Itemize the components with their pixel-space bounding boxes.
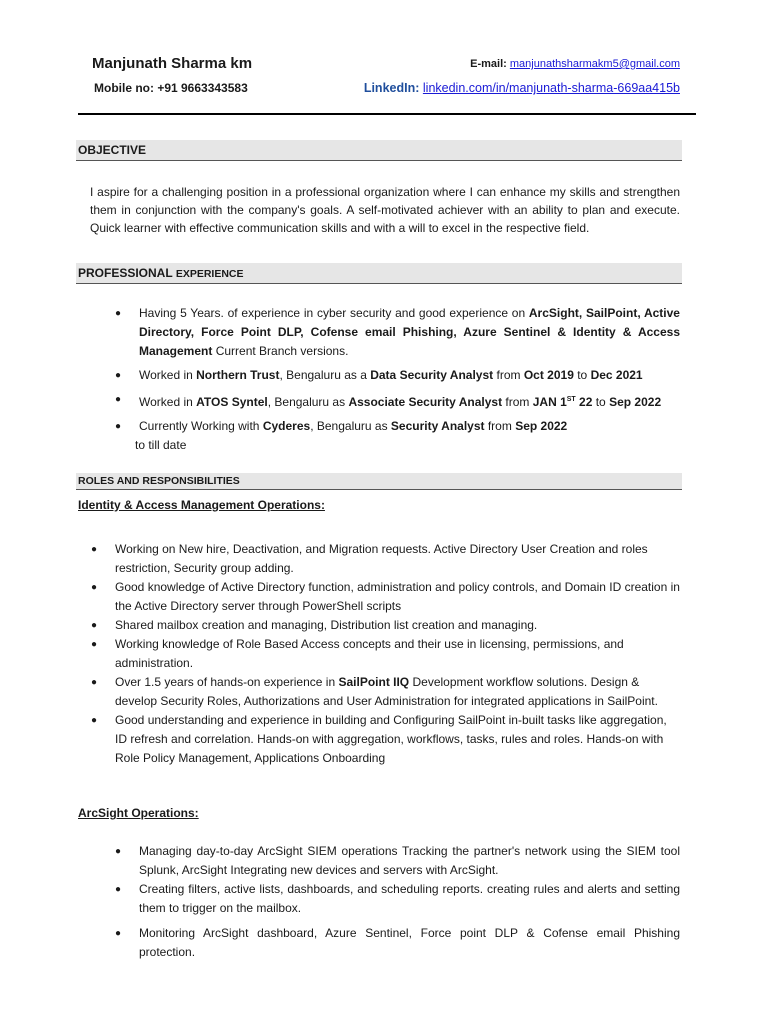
linkedin-line: LinkedIn: linkedin.com/in/manjunath-sharma-669aa415b	[363, 81, 680, 95]
bullet-icon: ●	[91, 620, 98, 631]
candidate-name: Manjunath Sharma km	[92, 55, 253, 72]
bullet-icon: ●	[115, 928, 122, 939]
bullet-icon: ●	[91, 544, 98, 555]
experience-list	[115, 304, 680, 460]
list-item: ● Over 1.5 years of hands-on experience in SailPoint IIQ Development workflow solutions. Design & develop Security Roles, Authorizations and User Administration for integrated applications in SailPoint.	[91, 675, 658, 708]
arcsight-list	[115, 842, 680, 962]
bullet-icon: ●	[91, 639, 98, 650]
header-divider	[78, 113, 696, 115]
roles-heading: ROLES AND RESPONSIBILITIES	[76, 473, 682, 490]
email-label: E-mail:	[470, 58, 507, 70]
linkedin-link[interactable]: linkedin.com/in/manjunath-sharma-669aa415b	[422, 81, 680, 95]
list-item: ● Creating filters, active lists, dashboards, and scheduling reports. creating rules and alerts and setting them to trigger on the mailbox.	[115, 882, 680, 915]
experience-heading-sub: EXPERIENCE	[175, 268, 244, 280]
list-item: ● Monitoring ArcSight dashboard, Azure Sentinel, Force point DLP & Cofense email Phishing protection.	[115, 926, 680, 959]
list-item: ● Good understanding and experience in building and Configuring SailPoint in-built tasks like aggregation, ID refresh and correlation. Hands-on with aggregation, workflows, tasks, rules and roles. Hands-on with Role Policy Management, Applications Onboarding	[91, 713, 667, 765]
bullet-icon: ●	[115, 308, 122, 319]
bullet-icon: ●	[91, 677, 98, 688]
bullet-icon: ●	[115, 884, 122, 895]
list-item: ● Shared mailbox creation and managing, Distribution list creation and managing.	[115, 616, 680, 635]
experience-heading	[76, 263, 682, 284]
bullet-icon: ●	[91, 715, 98, 726]
list-item: ● Managing day-to-day ArcSight SIEM operations Tracking the partner's network using the SIEM tool Splunk, ArcSight Integrating new devices and servers with ArcSight.	[115, 844, 680, 877]
bullet-icon: ●	[91, 582, 98, 593]
mobile-number: Mobile no: +91 9663343583	[94, 81, 248, 95]
iam-list	[91, 540, 680, 768]
bullet-icon: ●	[115, 846, 122, 857]
list-item: ● Worked in Northern Trust, Bengaluru as a Data Security Analyst from Oct 2019 to Dec 2021	[139, 366, 680, 385]
linkedin-label: LinkedIn	[363, 81, 416, 95]
list-item: ● Having 5 Years. of experience in cyber security and good experience on ArcSight, SailPoint, Active Directory, Force Point DLP, Cofense email Phishing, Azure Sentinel & Identity & Access Management Current Branch versions.	[115, 306, 680, 358]
objective-text: I aspire for a challenging position in a professional organization where I can enhance my skills and strengthen them in conjunction with the company's goals. A self-motivated achiever with an ability to plan and execute. Quick learner with effective communication skills and with a will to excel in the respective field.	[90, 185, 680, 235]
list-item: ● Good knowledge of Active Directory function, administration and policy controls, and Domain ID creation in the Active Directory server through PowerShell scripts	[91, 580, 680, 613]
email-link[interactable]: manjunathsharmakm5@gmail.com	[509, 58, 680, 70]
bullet-icon: ●	[115, 394, 122, 405]
list-item: ● Working on New hire, Deactivation, and Migration requests. Active Directory User Creation and roles restriction, Security group adding.	[91, 542, 648, 575]
experience-heading-main: PROFESSIONAL	[78, 266, 173, 280]
arcsight-heading: ArcSight Operations:	[78, 806, 199, 820]
email-line	[470, 58, 680, 70]
list-item: ● Worked in ATOS Syntel, Bengaluru as Associate Security Analyst from JAN 1ST 22 to Sep 2022	[139, 390, 680, 412]
iam-heading: Identity & Access Management Operations:	[78, 498, 325, 512]
objective-heading: OBJECTIVE	[76, 140, 682, 161]
bullet-icon: ●	[115, 421, 122, 432]
list-item: ● Currently Working with Cyderes, Bengaluru as Security Analyst from Sep 2022 to till date	[115, 419, 568, 452]
bullet-icon: ●	[115, 370, 122, 381]
list-item: ● Working knowledge of Role Based Access concepts and their use in licensing, permissions, and administration.	[91, 637, 624, 670]
